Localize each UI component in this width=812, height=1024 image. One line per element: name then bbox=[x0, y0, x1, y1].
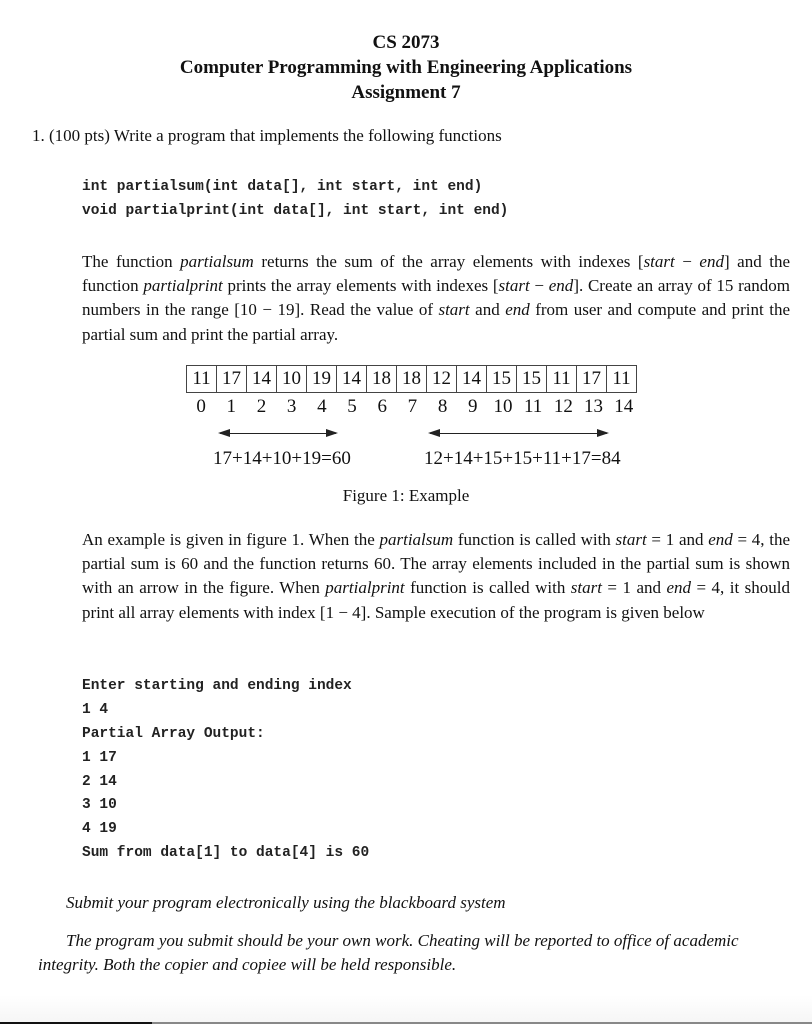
output-line: 1 4 bbox=[82, 701, 109, 718]
text: = 1 and bbox=[601, 578, 667, 598]
question-1 bbox=[32, 126, 502, 146]
array-indices-row bbox=[186, 396, 639, 418]
fn-partialprint: partialprint bbox=[325, 578, 405, 598]
text: = 1 and bbox=[646, 530, 709, 549]
output-line: 1 17 bbox=[82, 749, 117, 766]
text: ] and the function bbox=[82, 252, 790, 296]
array-cell: 18 bbox=[367, 366, 397, 393]
question-text: (100 pts) Write a program that implements the following functions bbox=[49, 126, 502, 145]
double-arrow-icon bbox=[220, 433, 336, 434]
array-index: 2 bbox=[256, 396, 267, 417]
course-code: CS 2073 bbox=[372, 32, 440, 53]
text: The function bbox=[82, 252, 181, 271]
description-paragraph bbox=[82, 250, 790, 347]
array-cell: 11 bbox=[607, 366, 637, 393]
array-index: 9 bbox=[468, 396, 478, 417]
page-bottom-shade bbox=[0, 995, 812, 1022]
var-start: start bbox=[438, 300, 470, 320]
text: − bbox=[674, 252, 700, 271]
signature-partialprint: void partialprint(int data[], int start, int end) bbox=[82, 203, 509, 219]
array-index: 12 bbox=[553, 396, 573, 417]
var-end: end bbox=[699, 252, 724, 271]
array-index: 3 bbox=[286, 396, 297, 417]
output-line: Sum from data[1] to data[4] is 60 bbox=[82, 845, 370, 862]
array-index: 14 bbox=[614, 396, 634, 417]
array-cell: 18 bbox=[397, 366, 427, 393]
array-cell: 11 bbox=[547, 366, 577, 393]
array-cell: 14 bbox=[337, 366, 367, 393]
double-arrow-icon bbox=[430, 433, 607, 434]
text: function is called with bbox=[453, 530, 616, 549]
fn-partialsum: partialsum bbox=[379, 530, 454, 549]
var-start: start bbox=[570, 578, 602, 598]
fn-partialsum: partialsum bbox=[180, 252, 254, 271]
array-cell: 15 bbox=[487, 366, 517, 393]
course-title: Computer Programming with Engineering Applications bbox=[179, 57, 633, 78]
array-index: 13 bbox=[584, 396, 604, 417]
submit-note: Submit your program electronically using the blackboard system bbox=[66, 893, 506, 912]
integrity-note-line1: The program you submit should be your own work. Cheating will be reported to office of academic bbox=[66, 931, 739, 950]
example-paragraph bbox=[82, 528, 790, 625]
text: = 4, the partial sum is 60 and the function returns 60. The array elements included in the partial sum is shown with an arrow in the figure. When bbox=[82, 530, 790, 598]
array-index: 4 bbox=[317, 396, 327, 417]
array-cell: 19 bbox=[307, 366, 337, 393]
array-cell: 10 bbox=[277, 366, 307, 393]
var-start: start bbox=[498, 276, 530, 296]
output-line: Enter starting and ending index bbox=[82, 678, 352, 694]
var-end: end bbox=[666, 578, 692, 598]
figure-caption: Figure 1: Example bbox=[342, 486, 470, 505]
partial-sum-right: 12+14+15+15+11+17=84 bbox=[424, 448, 621, 469]
array-index: 11 bbox=[524, 396, 543, 417]
integrity-note-line2: integrity. Both the copier and copiee will be held responsible. bbox=[38, 955, 457, 974]
array-index: 5 bbox=[347, 396, 357, 417]
output-line: 4 19 bbox=[82, 821, 117, 838]
array-index: 0 bbox=[196, 396, 206, 417]
var-start: start bbox=[615, 530, 647, 549]
assignment-title: Assignment 7 bbox=[351, 82, 461, 103]
array-cell: 11 bbox=[187, 366, 217, 393]
text: ]. Create an array of 15 random numbers in the range [10 − 19]. Read the value of bbox=[82, 276, 791, 320]
var-end: end bbox=[505, 300, 530, 320]
output-line: 2 14 bbox=[82, 773, 117, 790]
array-cell: 15 bbox=[517, 366, 547, 393]
text: and bbox=[469, 300, 506, 320]
array-index: 6 bbox=[377, 396, 387, 417]
array-index: 8 bbox=[437, 396, 448, 417]
text: function is called with bbox=[404, 578, 571, 598]
array-cell: 14 bbox=[457, 366, 487, 393]
var-start: start bbox=[643, 252, 675, 271]
sample-output bbox=[82, 675, 369, 866]
array-index: 7 bbox=[407, 396, 418, 417]
array-cell: 14 bbox=[247, 366, 277, 393]
text: − bbox=[529, 276, 549, 296]
output-line: Partial Array Output: bbox=[82, 725, 265, 742]
array-index: 10 bbox=[493, 396, 513, 417]
array-values-row bbox=[187, 366, 637, 393]
text: from user and compute and print the partial sum and print the partial array. bbox=[82, 300, 791, 344]
var-end: end bbox=[708, 530, 733, 549]
signature-partialsum: int partialsum(int data[], int start, int end) bbox=[82, 179, 483, 195]
array-cell: 17 bbox=[217, 366, 247, 393]
array-index: 1 bbox=[226, 396, 237, 417]
text: An example is given in figure 1. When the bbox=[82, 530, 380, 549]
question-number: 1. bbox=[32, 126, 45, 145]
partial-sum-left: 17+14+10+19=60 bbox=[213, 448, 351, 469]
fn-partialprint: partialprint bbox=[143, 276, 223, 296]
array-figure bbox=[186, 365, 637, 393]
array-cell: 17 bbox=[577, 366, 607, 393]
text: prints the array elements with indexes [ bbox=[222, 276, 499, 296]
array-cell: 12 bbox=[427, 366, 457, 393]
text: = 4, it should print all array elements with index [1 − 4]. Sample execution of the program is given below bbox=[82, 578, 790, 622]
var-end: end bbox=[548, 276, 574, 296]
output-line: 3 10 bbox=[82, 797, 117, 814]
text: returns the sum of the array elements with indexes [ bbox=[253, 252, 644, 271]
